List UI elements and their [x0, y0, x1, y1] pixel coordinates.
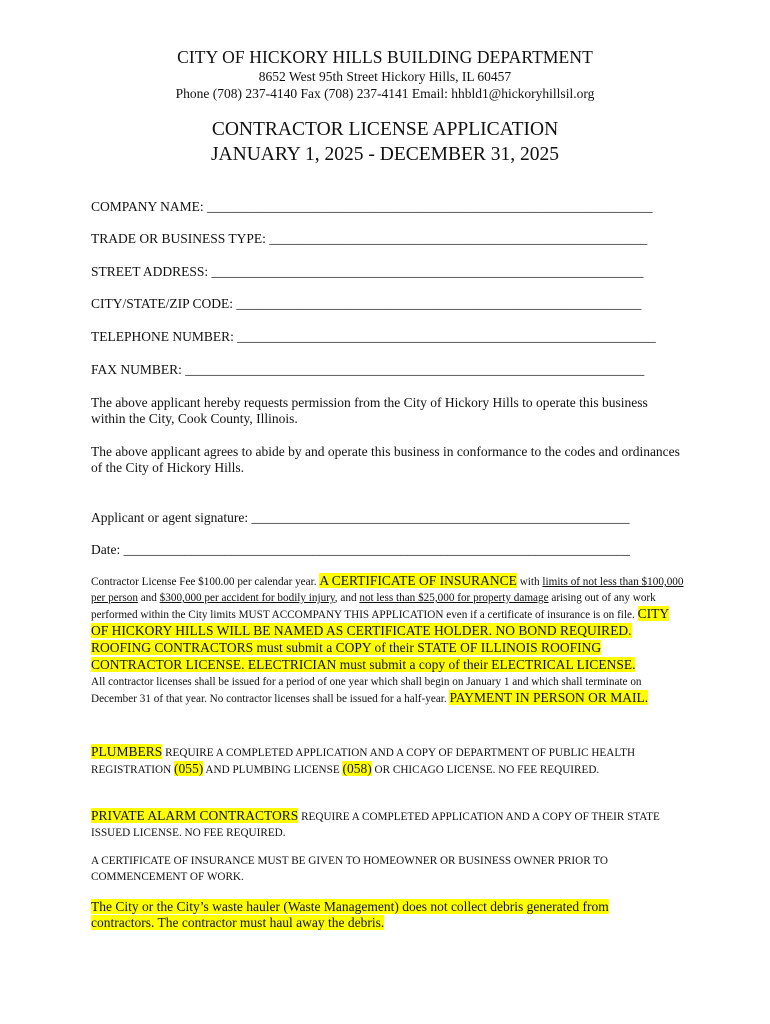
certificate-holder-highlight: CITY OF HICKORY HILLS WILL BE NAMED AS CERTIFICATE HOLDER. NO BOND REQUIRED. ROOFING CONTRACTORS must submit a COPY of their STATE OF ILLINOIS ROOFING CONTRACTOR LICENSE. ELECTRICIAN must submit a copy of their ELECTRICAL LICENSE. [91, 606, 670, 672]
fax-field[interactable]: FAX NUMBER: ____________________________________________________________________ [91, 362, 645, 377]
department-address: 8652 West 95th Street Hickory Hills, IL 60457 [258, 69, 512, 84]
date-field[interactable]: Date: ___________________________________________________________________________ [91, 542, 630, 557]
fee-text-4: , and [334, 592, 360, 604]
limit-property-damage: not less than $25,000 for property damage [359, 592, 549, 604]
plumbers-text-3: OR CHICAGO LICENSE. NO FEE REQUIRED. [371, 764, 600, 776]
trade-type-field[interactable]: TRADE OR BUSINESS TYPE: ________________________________________________________ [91, 231, 648, 246]
company-name-field[interactable]: COMPANY NAME: __________________________________________________________________ [91, 199, 653, 214]
plumbers-paragraph [91, 744, 685, 778]
conformance-paragraph: The above applicant agrees to abide by and operate this business in conformance to the codes and ordinances of the City of Hickory Hills. [91, 444, 680, 475]
fee-text: Contractor License Fee $100.00 per calendar year. [91, 576, 320, 588]
alarm-paragraph [91, 808, 685, 841]
registration-055-highlight: (055) [173, 761, 204, 776]
license-period-text: All contractor licenses shall be issued for a period of one year which shall begin on January 1 and which shall terminate on December 31 of that year. No contractor licenses shall be issued for a half-year. [91, 676, 642, 705]
license-058-highlight: (058) [342, 761, 372, 776]
plumbers-text-1: REQUIRE A COMPLETED APPLICATION AND A COPY OF DEPARTMENT OF PUBLIC HEALTH REGISTRATION [91, 747, 636, 776]
department-heading: CITY OF HICKORY HILLS BUILDING DEPARTMENT [177, 47, 593, 67]
city-state-zip-field[interactable]: CITY/STATE/ZIP CODE: ____________________________________________________________ [91, 296, 642, 311]
form-period: JANUARY 1, 2025 - DECEMBER 31, 2025 [210, 144, 560, 165]
limit-per-accident: $300,000 per accident for bodily injury [159, 592, 335, 604]
street-address-field[interactable]: STREET ADDRESS: ________________________________________________________________ [91, 264, 644, 279]
department-contact: Phone (708) 237-4140 Fax (708) 237-4141 Email: hhbld1@hickoryhillsil.org [175, 86, 595, 101]
plumbers-highlight: PLUMBERS [91, 744, 163, 759]
fee-text-2: with [516, 576, 543, 588]
insurance-homeowner-note: A CERTIFICATE OF INSURANCE MUST BE GIVEN TO HOMEOWNER OR BUSINESS OWNER PRIOR TO COMMENCEMENT OF WORK. [91, 855, 608, 883]
alarm-text: REQUIRE A COMPLETED APPLICATION AND A COPY OF THEIR STATE ISSUED LICENSE. NO FEE REQUIRED. [91, 811, 660, 839]
fee-insurance-block [91, 573, 685, 707]
payment-highlight: PAYMENT IN PERSON OR MAIL. [449, 690, 649, 705]
fee-text-3: and [137, 592, 160, 604]
limit-per-person: limits of not less than $100,000 per person [91, 576, 684, 604]
waste-hauler-highlight: The City or the City’s waste hauler (Waste Management) does not collect debris generated from contractors. The contractor must haul away the debris. [91, 899, 609, 930]
signature-field[interactable]: Applicant or agent signature: ________________________________________________________ [91, 510, 630, 525]
plumbers-text-2: AND PLUMBING LICENSE [203, 764, 343, 776]
certificate-highlight: A CERTIFICATE OF INSURANCE [319, 573, 517, 588]
telephone-field[interactable]: TELEPHONE NUMBER: ______________________________________________________________ [91, 329, 656, 344]
permission-paragraph: The above applicant hereby requests permission from the City of Hickory Hills to operate this business within the City, Cook County, Illinois. [91, 395, 648, 426]
form-title: CONTRACTOR LICENSE APPLICATION [211, 119, 559, 140]
alarm-highlight: PRIVATE ALARM CONTRACTORS [91, 808, 299, 823]
fee-text-5: arising out of any work performed within the City limits MUST ACCOMPANY THIS APPLICATION even if a certificate of insurance is on file. [91, 592, 656, 621]
waste-hauler-note [91, 899, 651, 931]
